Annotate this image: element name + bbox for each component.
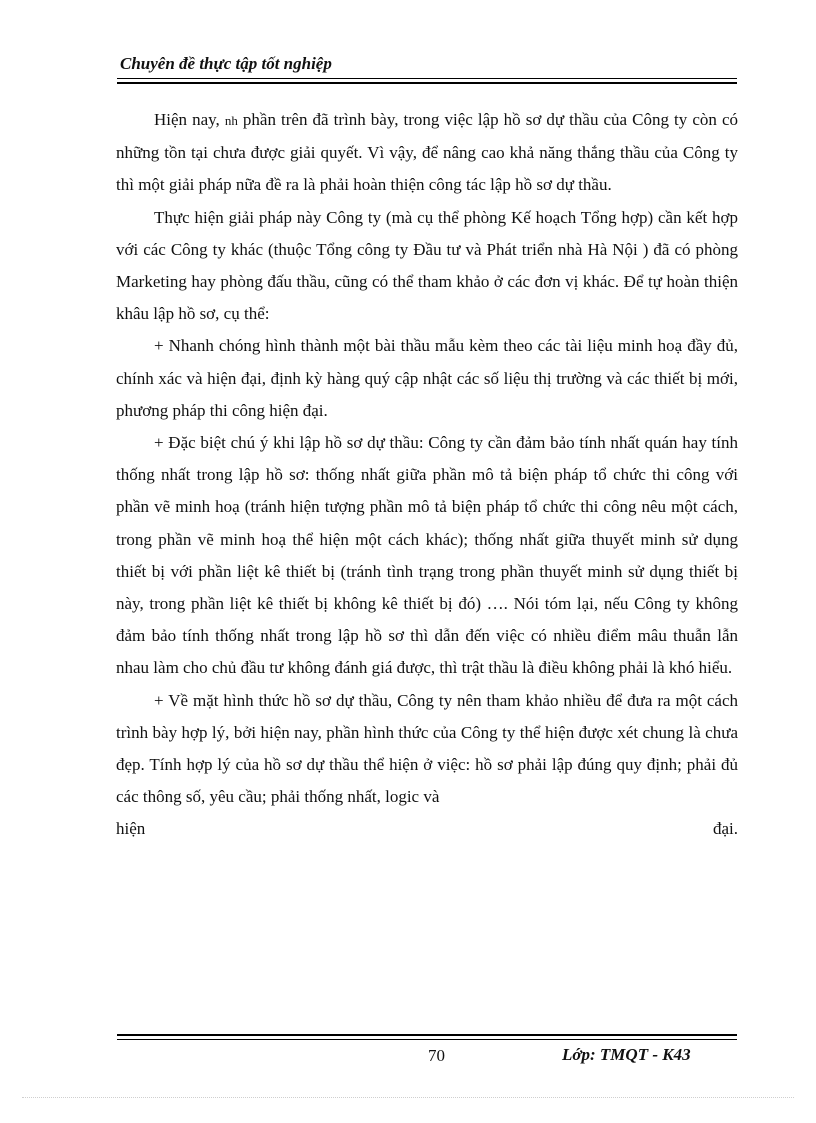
class-label: Lớp: TMQT - K43	[562, 1045, 691, 1064]
paragraph-2: Thực hiện giải pháp này Công ty (mà cụ thể phòng Kế hoạch Tổng hợp) cần kết hợp với các Công ty khác (thuộc Tổng công ty Đầu tư và Phát triển nhà Hà Nội ) đã có phòng Marketing hay phòng đấu thầu, cũng có thể tham khảo ở các đơn vị khác. Để tự hoàn thiện khâu lập hồ sơ, cụ thể:	[116, 207, 738, 324]
footer-rule-bottom	[117, 1039, 737, 1040]
page-number: 70	[428, 1046, 445, 1065]
paragraph-5-last-right: đại.	[712, 819, 738, 839]
document-body	[116, 104, 738, 846]
header-rule-top	[117, 78, 737, 79]
paragraph-5-last-left: hiện	[116, 819, 146, 839]
document-header-title: Chuyên đề thực tập tốt nghiệp	[120, 54, 332, 73]
paragraph-5-last-line	[116, 813, 738, 845]
paragraph-1-rest: phần trên đã trình bày, trong việc lập hồ sơ dự thầu của Công ty còn có những tồn tại chưa được giải quyết. Vì vậy, để nâng cao khả năng thắng thầu của Công ty thì một giải pháp nữa đề ra là phải hoàn thiện công tác lập hồ sơ dự thầu.	[116, 110, 738, 195]
paragraph-1-start: Hiện nay,	[154, 110, 225, 129]
header-rule-bottom	[117, 82, 737, 84]
paragraph-4: + Đặc biệt chú ý khi lập hồ sơ dự thầu: Công ty cần đảm bảo tính nhất quán hay tính thống nhất trong lập hồ sơ: thống nhất giữa phần mô tả biện pháp tổ chức thi công với phần vẽ minh hoạ (tránh hiện tượng phần mô tả biện pháp tổ chức thi công nêu một cách, trong phần vẽ minh hoạ thể hiện một cách khác); thống nhất giữa thuyết minh sử dụng thiết bị với phần liệt kê thiết bị (tránh tình trạng trong phần thuyết minh sử dụng thiết bị này, trong phần liệt kê thiết bị không kê thiết bị đó) …. Nói tóm lại, nếu Công ty không đảm bảo tính thống nhất trong lập hồ sơ thì dẫn đến việc có nhiều điểm mâu thuẫn lẫn nhau làm cho chủ đầu tư không đánh giá được, thì trật thầu là điều không phải là khó hiểu.	[116, 433, 738, 678]
paragraph-1	[116, 104, 738, 202]
paragraph-5: + Về mặt hình thức hồ sơ dự thầu, Công ty nên tham khảo nhiều để đưa ra một cách trình bày hợp lý, bởi hiện nay, phần hình thức của Công ty thể hiện được xét chung là chưa đẹp. Tính hợp lý của hồ sơ dự thầu thể hiện ở việc: hồ sơ phải lập đúng quy định; phải đủ các thông số, yêu cầu; phải thống nhất, logic và	[116, 690, 738, 807]
footer-rule-top	[117, 1034, 737, 1036]
paragraph-3: + Nhanh chóng hình thành một bài thầu mẫu kèm theo các tài liệu minh hoạ đầy đủ, chính xác và hiện đại, định kỳ hàng quý cập nhật các số liệu thị trường và các thiết bị mới, phương pháp thi công hiện đại.	[116, 336, 738, 420]
page-bottom-dotted-line	[22, 1097, 794, 1098]
paragraph-1-fragment: nh	[224, 113, 238, 128]
